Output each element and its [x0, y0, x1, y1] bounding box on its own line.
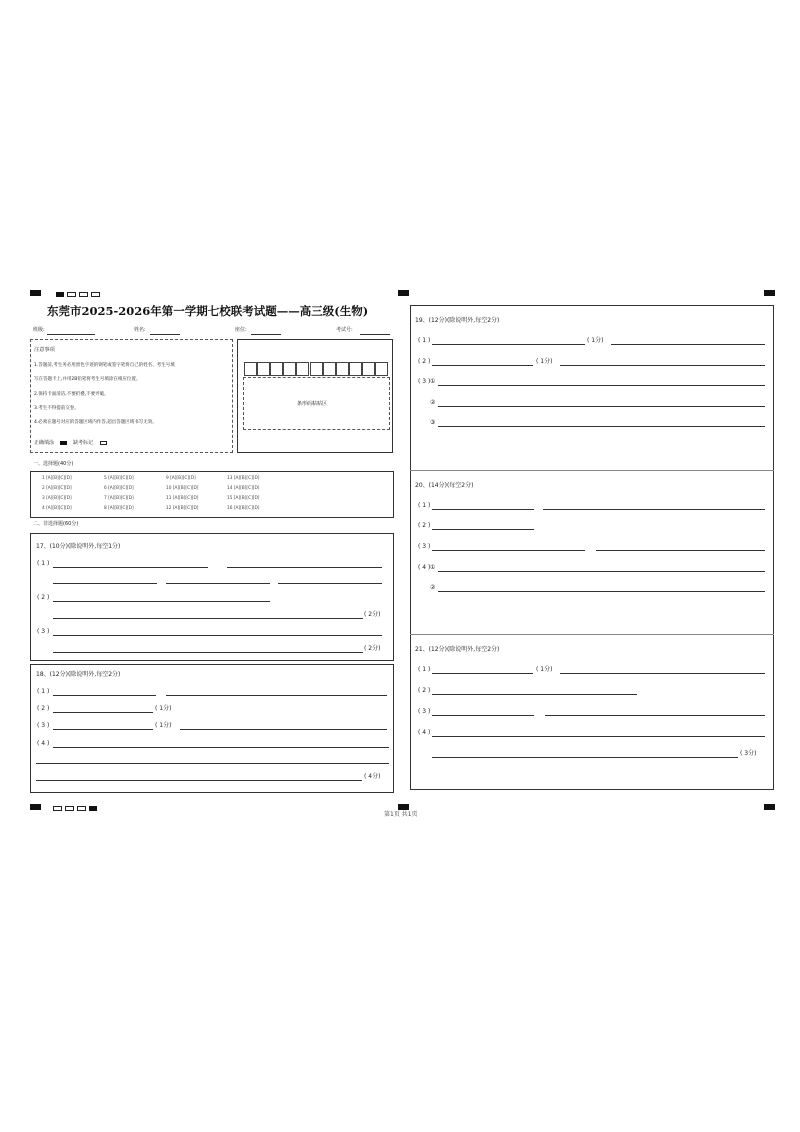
exam-number-digit-cell[interactable]	[257, 362, 270, 376]
q21-answer-line[interactable]	[432, 715, 534, 716]
q20-title: 20、(14分)(每空2分)	[415, 482, 474, 489]
q19-answer-line[interactable]	[438, 385, 765, 386]
q19-circle-3: ③	[430, 419, 436, 426]
exam-number-digit-cell[interactable]	[336, 362, 349, 376]
exam-number-field[interactable]	[360, 334, 390, 335]
q19-answer-line[interactable]	[438, 426, 765, 427]
choice-row[interactable]: 7 [A][B][C][D]	[104, 496, 134, 501]
right-page-answer-box	[410, 305, 774, 790]
q18-answer-line[interactable]	[53, 729, 153, 730]
choice-row[interactable]: 2 [A][B][C][D]	[42, 486, 72, 491]
registration-mark-top-right	[764, 290, 775, 296]
q17-score-3: ( 2分)	[364, 645, 381, 652]
registration-mark-top-left	[30, 290, 41, 296]
q21-answer-line[interactable]	[432, 757, 738, 758]
q17-answer-box	[30, 533, 394, 661]
q18-part-3: ( 3 )	[37, 722, 50, 729]
exam-number-label: 考试号:	[336, 327, 353, 333]
name-field[interactable]	[150, 334, 180, 335]
exam-number-digit-cell[interactable]	[270, 362, 283, 376]
choice-row[interactable]: 14 [A][B][C][D]	[227, 486, 260, 491]
q20-answer-line[interactable]	[543, 509, 765, 510]
seat-field[interactable]	[251, 334, 281, 335]
name-label: 姓名:	[134, 327, 146, 333]
q19-answer-line[interactable]	[560, 365, 765, 366]
exam-number-digit-cell[interactable]	[362, 362, 375, 376]
q21-answer-line[interactable]	[560, 673, 765, 674]
fill-correct-label: 正确填涂	[34, 440, 55, 446]
page-code-box	[67, 292, 76, 297]
barcode-label: 条形码粘贴区	[297, 401, 328, 407]
barcode-area	[243, 377, 390, 430]
q21-part-1: ( 1 )	[418, 666, 431, 673]
registration-mark-bottom-left	[30, 804, 41, 810]
notice-heading: 注意事项	[34, 347, 55, 353]
q20-answer-line[interactable]	[438, 591, 765, 592]
page-code-box	[79, 292, 88, 297]
q17-part-3: ( 3 )	[37, 628, 50, 635]
q20-answer-line[interactable]	[432, 529, 534, 530]
q20-part-3: ( 3 )	[418, 543, 431, 550]
choice-row[interactable]: 10 [A][B][C][D]	[166, 486, 199, 491]
q18-answer-line[interactable]	[53, 747, 389, 748]
q21-score-4: ( 3分)	[740, 750, 757, 757]
missing-exam-checkbox[interactable]	[100, 441, 107, 445]
q18-answer-line[interactable]	[53, 712, 153, 713]
q19-score-1: ( 1分)	[587, 337, 604, 344]
q20-part-2: ( 2 )	[418, 522, 431, 529]
notice-item: 4.必须在题号对应的答题区域内作答,超出答题区域书写无效。	[34, 420, 157, 425]
q17-part-1: ( 1 )	[37, 560, 50, 567]
q17-answer-line[interactable]	[227, 567, 382, 568]
exam-number-digit-cell[interactable]	[244, 362, 257, 376]
notice-item: 1.答题前,考生务必用黑色字迹的钢笔或签字笔将自己的姓名、考生号填	[34, 363, 175, 368]
choice-row[interactable]: 11 [A][B][C][D]	[166, 496, 199, 501]
choice-row[interactable]: 15 [A][B][C][D]	[227, 496, 260, 501]
seat-label: 座位:	[235, 327, 247, 333]
q19-part-1: ( 1 )	[418, 337, 431, 344]
page-code-mark	[56, 292, 64, 297]
choice-row[interactable]: 8 [A][B][C][D]	[104, 506, 134, 511]
q18-part-1: ( 1 )	[37, 688, 50, 695]
q21-answer-line[interactable]	[545, 715, 765, 716]
section-multiple-choice: 一、选择题(40分)	[33, 461, 74, 467]
page-code-box	[77, 806, 86, 811]
registration-mark-top-center	[398, 290, 409, 296]
q18-answer-line[interactable]	[36, 780, 362, 781]
q17-part-2: ( 2 )	[37, 594, 50, 601]
q18-score-2: ( 1分)	[155, 705, 172, 712]
exam-number-digit-cell[interactable]	[296, 362, 309, 376]
q21-part-4: ( 4 )	[418, 729, 431, 736]
page-number: 第1页 共1页	[384, 811, 418, 818]
q17-answer-line[interactable]	[53, 635, 382, 636]
q18-part-4: ( 4 )	[37, 740, 50, 747]
class-field[interactable]	[47, 334, 95, 335]
fill-missing-label: 缺考标记	[73, 440, 94, 446]
q20-circle-1: ①	[430, 564, 436, 571]
q17-score-2: ( 2分)	[364, 611, 381, 618]
q21-answer-line[interactable]	[432, 694, 637, 695]
q19-part-2: ( 2 )	[418, 358, 431, 365]
registration-mark-bottom-center	[398, 804, 409, 810]
notice-item: 写在答题卡上,并用2B铅笔将考生号填涂在相应位置。	[34, 377, 141, 382]
q20-part-1: ( 1 )	[418, 502, 431, 509]
choice-row[interactable]: 13 [A][B][C][D]	[227, 476, 260, 481]
q18-title: 18、(12分)(除说明外,每空2分)	[36, 671, 121, 678]
q18-part-2: ( 2 )	[37, 705, 50, 712]
q17-answer-line[interactable]	[166, 583, 270, 584]
q19-part-3: ( 3 )	[418, 378, 431, 385]
notice-box	[30, 339, 233, 453]
q17-answer-line[interactable]	[53, 601, 270, 602]
choice-row[interactable]: 3 [A][B][C][D]	[42, 496, 72, 501]
q18-answer-line[interactable]	[36, 763, 389, 764]
choice-row[interactable]: 1 [A][B][C][D]	[42, 476, 72, 481]
exam-number-digit-cell[interactable]	[375, 362, 388, 376]
q21-part-3: ( 3 )	[418, 708, 431, 715]
q18-answer-line[interactable]	[166, 695, 387, 696]
q19-circle-2: ②	[430, 399, 436, 406]
q20-answer-line[interactable]	[432, 550, 585, 551]
choice-row[interactable]: 16 [A][B][C][D]	[227, 506, 260, 511]
exam-number-digit-cell[interactable]	[349, 362, 362, 376]
section-free-response: 二、非选择题(60分)	[33, 521, 79, 527]
multiple-choice-box	[30, 471, 394, 518]
q18-answer-line[interactable]	[180, 729, 387, 730]
page-code-box	[65, 806, 74, 811]
q17-answer-line[interactable]	[53, 652, 363, 653]
q17-title: 17、(10分)(除说明外,每空1分)	[36, 543, 121, 550]
fill-correct-sample	[60, 441, 67, 445]
page-code-box	[53, 806, 62, 811]
q18-score-3: ( 1分)	[155, 722, 172, 729]
q20-part-4: ( 4 )	[418, 564, 431, 571]
q19-title: 19、(12分)(除说明外,每空2分)	[415, 317, 500, 324]
q19-circle-1: ①	[430, 378, 436, 385]
q21-answer-line[interactable]	[432, 736, 765, 737]
q21-score-1: ( 1分)	[536, 666, 553, 673]
sheet-title: 东莞市2025-2026年第一学期七校联考试题——高三级(生物)	[47, 304, 369, 318]
page-code-box	[91, 292, 100, 297]
q19-answer-line[interactable]	[611, 344, 765, 345]
q19-q20-divider	[410, 470, 774, 471]
q20-q21-divider	[410, 634, 774, 635]
q19-score-2: ( 1分)	[536, 358, 553, 365]
q17-answer-line[interactable]	[53, 618, 363, 619]
choice-row[interactable]: 6 [A][B][C][D]	[104, 486, 134, 491]
page-code-mark	[89, 806, 97, 811]
choice-row[interactable]: 9 [A][B][C][D]	[166, 476, 196, 481]
registration-mark-bottom-right	[764, 804, 775, 810]
q21-answer-line[interactable]	[432, 673, 533, 674]
q20-answer-line[interactable]	[596, 550, 765, 551]
q21-part-2: ( 2 )	[418, 687, 431, 694]
q19-answer-line[interactable]	[432, 365, 533, 366]
exam-number-digit-cell[interactable]	[310, 362, 323, 376]
notice-item: 3.考生不得提前交卷。	[34, 406, 79, 411]
q17-answer-line[interactable]	[278, 583, 382, 584]
q20-answer-line[interactable]	[438, 571, 765, 572]
q20-answer-line[interactable]	[432, 509, 534, 510]
q18-score-4: ( 4分)	[364, 773, 381, 780]
q21-title: 21、(12分)(除说明外,每空2分)	[415, 646, 500, 653]
q18-answer-line[interactable]	[53, 695, 156, 696]
notice-item: 2.保持卡面清洁,不要折叠,不要弄破。	[34, 392, 109, 397]
q19-answer-line[interactable]	[432, 344, 585, 345]
choice-row[interactable]: 12 [A][B][C][D]	[166, 506, 199, 511]
q17-answer-line[interactable]	[53, 567, 208, 568]
q20-circle-2: ②	[430, 584, 436, 591]
exam-number-digit-cell[interactable]	[283, 362, 296, 376]
choice-row[interactable]: 5 [A][B][C][D]	[104, 476, 134, 481]
choice-row[interactable]: 4 [A][B][C][D]	[42, 506, 72, 511]
q19-answer-line[interactable]	[438, 406, 765, 407]
q17-answer-line[interactable]	[53, 583, 157, 584]
exam-number-digit-cell[interactable]	[323, 362, 336, 376]
class-label: 班级:	[33, 327, 45, 333]
